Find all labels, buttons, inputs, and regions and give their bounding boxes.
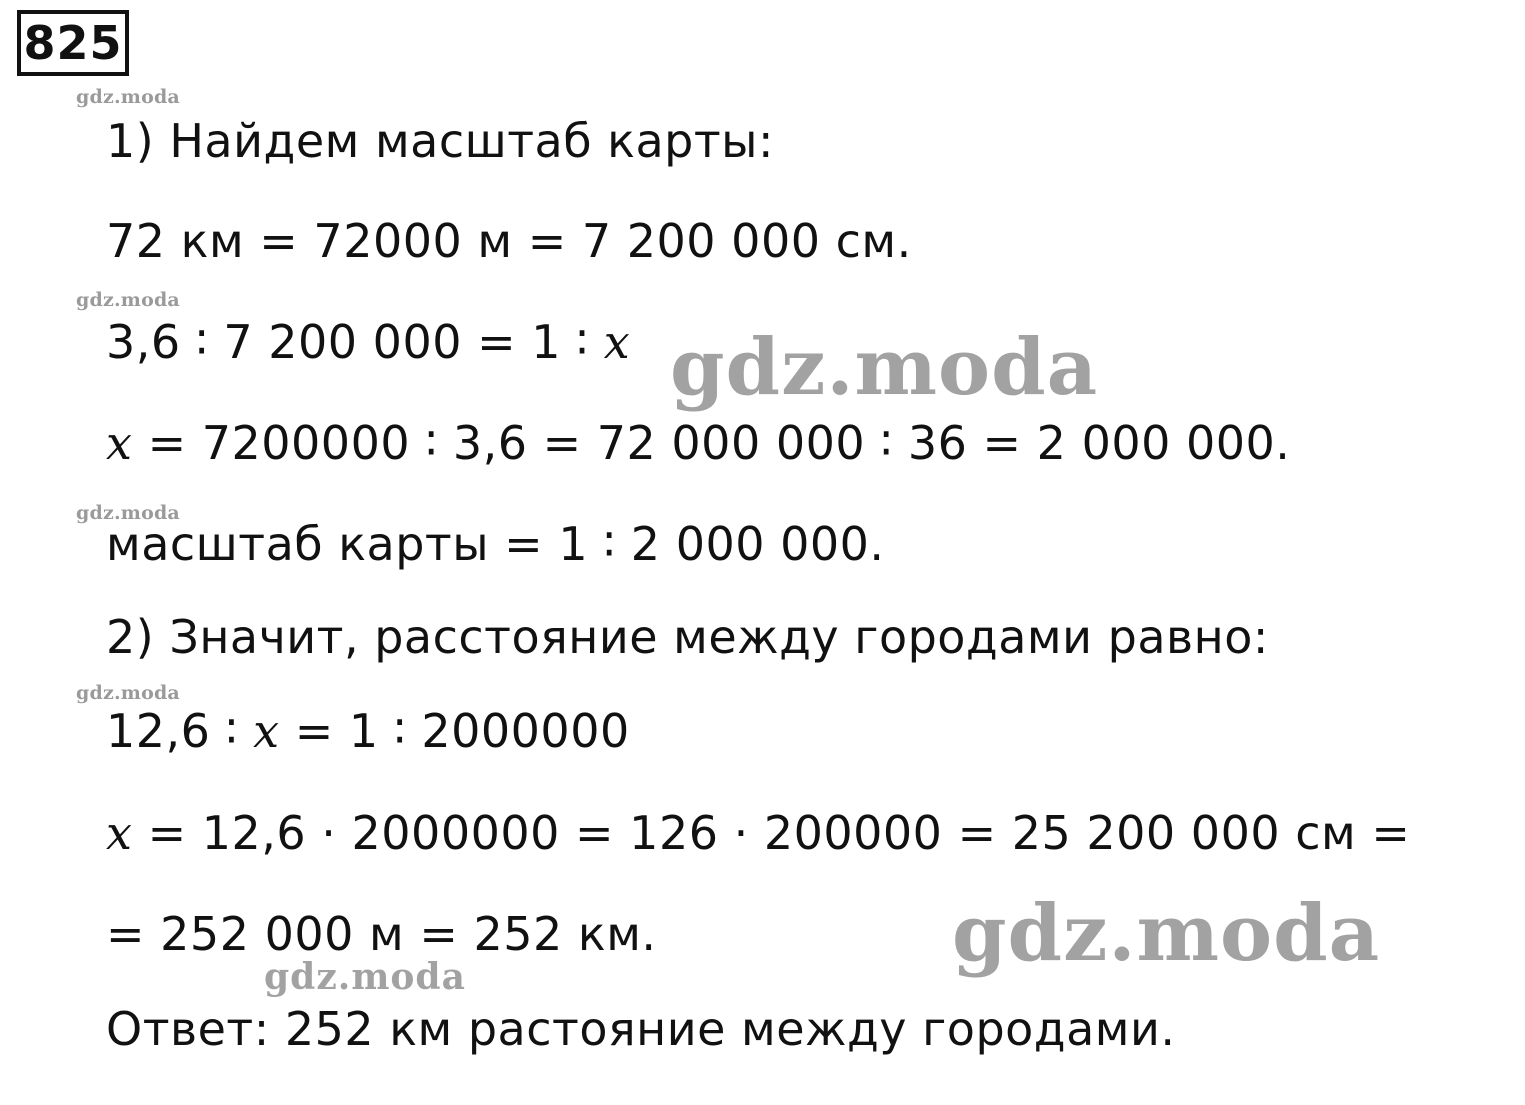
proportion-2-variable: x xyxy=(253,704,280,758)
proportion-1-variable: x xyxy=(603,315,631,369)
solve-x-2 xyxy=(106,806,1411,860)
solve-x-2-text: = 12,6 · 2000000 = 126 · 200000 = 25 200 000 см = xyxy=(132,806,1411,860)
proportion-1 xyxy=(106,315,631,369)
step2-heading xyxy=(106,610,1269,664)
watermark-small-2: gdz.moda xyxy=(76,289,180,311)
unit-conversion-text: 72 км = 72000 м = 7 200 000 см. xyxy=(106,214,912,268)
watermark-small-4: gdz.moda xyxy=(76,682,180,704)
proportion-2-text-b: = 1 ∶ 2000000 xyxy=(279,704,630,758)
conversion-result-text: = 252 000 м = 252 км. xyxy=(106,907,657,961)
watermark-large-3: gdz.moda xyxy=(264,956,466,998)
solve-x-1 xyxy=(106,416,1291,470)
answer-text: Ответ: 252 км растояние между городами. xyxy=(106,1002,1176,1056)
solve-x-1-variable: x xyxy=(106,416,133,470)
solve-x-1-text: = 7200000 ∶ 3,6 = 72 000 000 ∶ 36 = 2 000 000. xyxy=(132,416,1291,470)
conversion-result xyxy=(106,907,657,961)
solve-x-2-variable: x xyxy=(106,806,133,860)
problem-number: 825 xyxy=(23,16,123,70)
watermark-small-1: gdz.moda xyxy=(76,86,180,108)
step1-heading-text: 1) Найдем масштаб карты: xyxy=(106,114,774,168)
watermark-large-2: gdz.moda xyxy=(952,888,1381,979)
watermark-small-3: gdz.moda xyxy=(76,502,180,524)
proportion-2-text-a: 12,6 ∶ xyxy=(106,704,254,758)
step1-heading xyxy=(106,114,774,168)
answer xyxy=(106,1002,1176,1056)
unit-conversion xyxy=(106,214,912,268)
problem-number-box xyxy=(17,10,129,76)
scale-result-text: масштаб карты = 1 ∶ 2 000 000. xyxy=(106,517,885,571)
watermark-large-1: gdz.moda xyxy=(670,322,1099,413)
step2-heading-text: 2) Значит, расстояние между городами равно: xyxy=(106,610,1269,664)
scale-result xyxy=(106,517,885,571)
proportion-1-text: 3,6 ∶ 7 200 000 = 1 ∶ xyxy=(106,315,604,369)
proportion-2 xyxy=(106,704,630,758)
